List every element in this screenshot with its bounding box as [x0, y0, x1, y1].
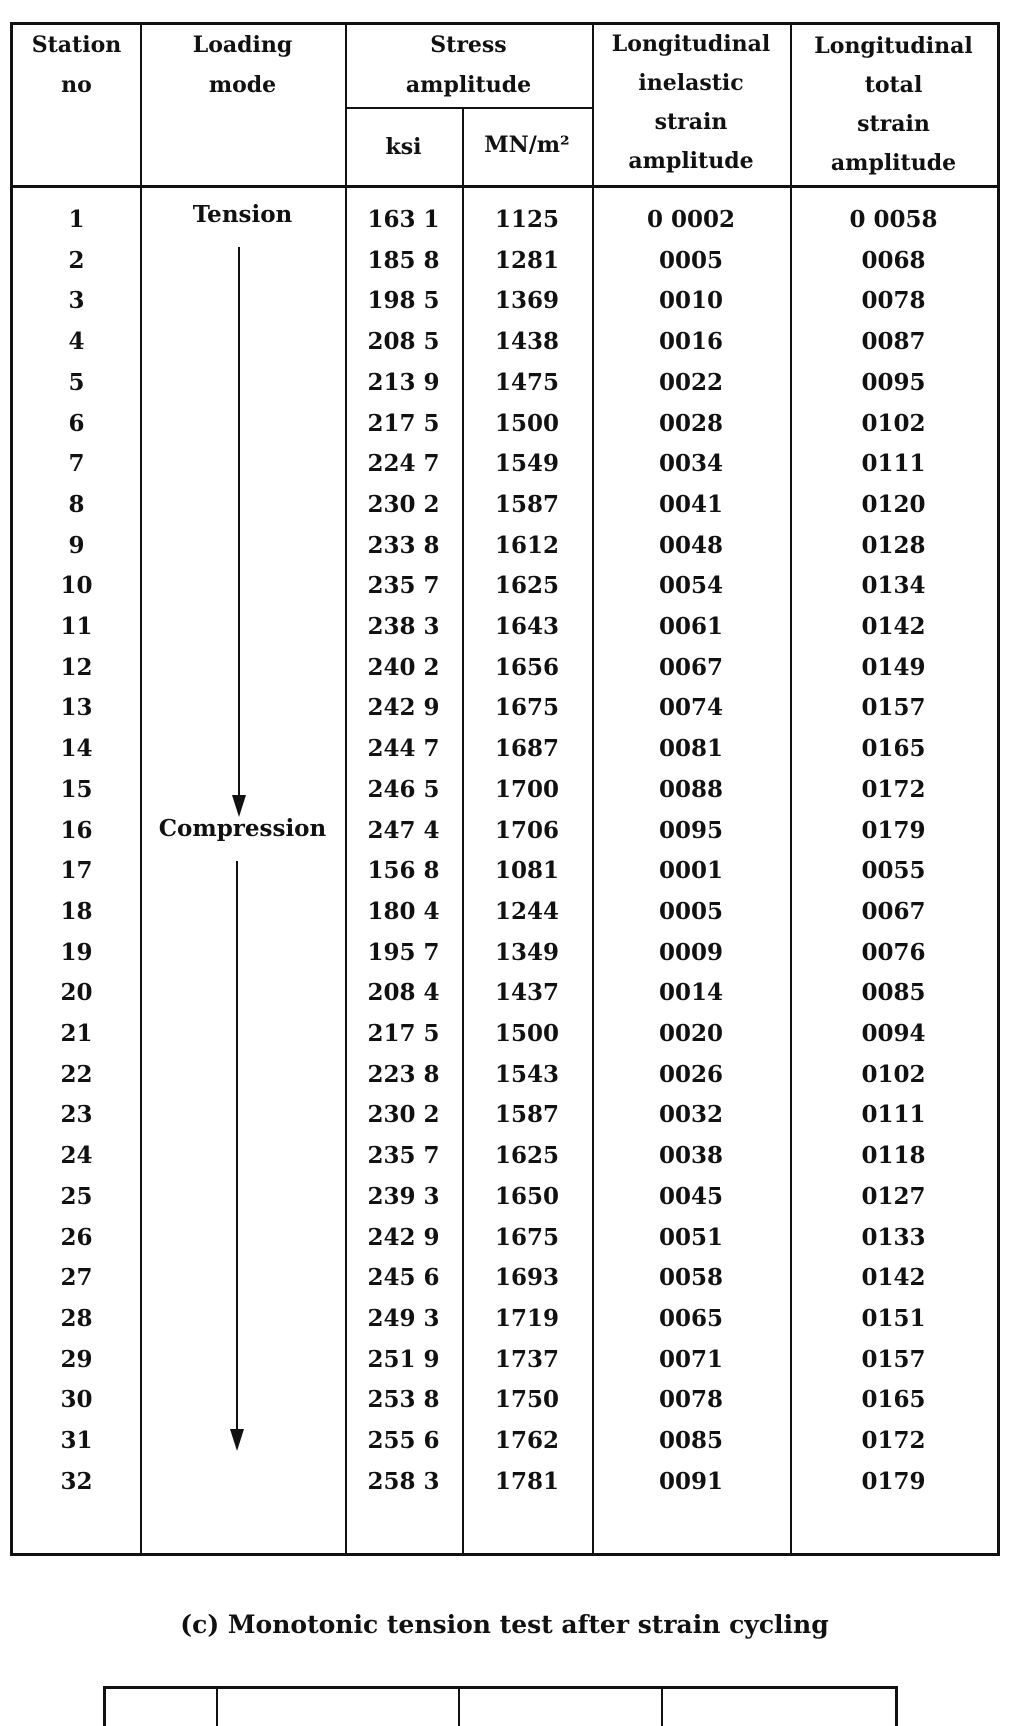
cell-mn: 1543 [494, 1060, 559, 1088]
cell-total: 0078 [861, 287, 926, 315]
cell-station: 18 [60, 897, 93, 925]
cell-mn: 1719 [494, 1304, 559, 1332]
cell-ksi: 156 8 [367, 857, 440, 885]
header-text: amplitude [830, 150, 957, 176]
cell-station: 17 [60, 857, 93, 885]
cell-inelastic: 0014 [658, 979, 723, 1007]
cell-total: 0157 [861, 1345, 926, 1373]
cell-total: 0151 [861, 1304, 926, 1332]
cell-mn: 1643 [494, 613, 559, 640]
cell-station: 16 [60, 816, 93, 844]
cell-inelastic: 0045 [658, 1182, 723, 1210]
cell-station: 13 [60, 694, 93, 722]
cell-station: 1 [68, 206, 85, 233]
cell-mn: 1675 [494, 694, 559, 722]
cell-total: 0172 [861, 775, 926, 803]
cell-station: 12 [60, 653, 93, 681]
cell-mn: 1781 [494, 1467, 559, 1495]
cell-mn: 1687 [494, 735, 559, 763]
cell-inelastic: 0005 [658, 897, 723, 925]
cell-station: 8 [68, 490, 85, 518]
header-mn-m2: MN/m² [484, 132, 570, 158]
cell-mn: 1475 [494, 368, 559, 396]
header-text: mode [208, 72, 277, 98]
cell-ksi: 251 9 [367, 1345, 440, 1373]
cell-ksi: 213 9 [367, 368, 440, 396]
cell-mn: 1750 [494, 1386, 559, 1414]
cell-ksi: 180 4 [367, 897, 440, 925]
header-text: Stress [430, 32, 507, 58]
cell-mn: 1500 [494, 1020, 559, 1047]
cell-total: 0102 [861, 1060, 926, 1088]
cell-inelastic: 0026 [658, 1060, 723, 1088]
cell-total: 0118 [861, 1142, 926, 1170]
cell-station: 31 [60, 1427, 93, 1454]
cell-inelastic: 0071 [658, 1345, 723, 1373]
cell-total: 0068 [861, 246, 926, 274]
cell-total: 0165 [861, 1386, 926, 1414]
cell-inelastic: 0074 [658, 694, 723, 722]
cell-ksi: 208 5 [367, 328, 440, 356]
header-text: Station [31, 32, 122, 58]
cell-total: 0179 [861, 1467, 926, 1495]
cell-ksi: 224 7 [367, 450, 440, 478]
cell-ksi: 253 8 [367, 1386, 440, 1414]
cell-inelastic: 0041 [658, 490, 723, 518]
cell-mn: 1549 [494, 450, 559, 478]
cell-total: 0120 [861, 490, 926, 518]
cell-station: 23 [60, 1101, 93, 1129]
cell-ksi: 235 7 [367, 572, 440, 600]
cell-station: 20 [60, 979, 93, 1007]
cell-inelastic: 0067 [658, 653, 723, 681]
cell-ksi: 247 4 [367, 816, 440, 844]
cell-total: 0133 [861, 1223, 926, 1251]
cell-mn: 1706 [494, 816, 559, 844]
cell-ksi: 240 2 [367, 653, 440, 681]
cell-mn: 1500 [494, 409, 559, 437]
cell-total: 0055 [861, 857, 926, 885]
cell-total: 0127 [861, 1182, 926, 1210]
cell-ksi: 217 5 [367, 409, 440, 437]
cell-ksi: 230 2 [367, 490, 440, 518]
cell-mn: 1081 [494, 857, 559, 885]
cell-ksi: 242 9 [367, 694, 440, 722]
cell-ksi: 258 3 [367, 1467, 440, 1495]
column-divider [140, 25, 142, 1553]
cell-station: 28 [60, 1304, 93, 1332]
cell-total: 0094 [861, 1020, 926, 1047]
cell-station: 5 [68, 368, 85, 396]
cell-mn: 1244 [494, 897, 559, 925]
header-loading-mode [140, 25, 345, 105]
cell-total: 0134 [861, 572, 926, 600]
cell-mn: 1437 [494, 979, 559, 1007]
cell-station: 19 [60, 938, 93, 966]
cell-station: 24 [60, 1142, 93, 1170]
header-text: no [61, 72, 92, 98]
cell-total: 0128 [861, 531, 926, 559]
cell-station: 14 [60, 735, 93, 763]
header-text: inelastic [638, 70, 744, 96]
cell-ksi: 235 7 [367, 1142, 440, 1170]
cell-total: 0111 [861, 450, 926, 478]
cell-station: 10 [60, 572, 93, 600]
header-station [13, 25, 140, 105]
cell-inelastic: 0085 [658, 1427, 723, 1454]
table-caption: (c) Monotonic tension test after strain cycling [180, 1610, 829, 1639]
cell-station: 11 [60, 613, 93, 640]
cell-station: 3 [68, 287, 85, 315]
cell-mn: 1675 [494, 1223, 559, 1251]
cell-station: 27 [60, 1264, 93, 1292]
cell-mn: 1369 [494, 287, 559, 315]
cell-mn: 1587 [494, 1101, 559, 1129]
cell-total: 0142 [861, 613, 926, 640]
cell-total: 0076 [861, 938, 926, 966]
cell-station: 9 [68, 531, 85, 559]
header-ksi: ksi [385, 134, 422, 160]
cell-inelastic: 0095 [658, 816, 723, 844]
cell-total: 0172 [861, 1427, 926, 1454]
cell-inelastic: 0081 [658, 735, 723, 763]
cell-inelastic: 0091 [658, 1467, 723, 1495]
subheader-divider [345, 107, 592, 109]
cell-inelastic: 0 0002 [646, 206, 736, 233]
cell-inelastic: 0032 [658, 1101, 723, 1129]
cell-total: 0157 [861, 694, 926, 722]
cell-mn: 1700 [494, 775, 559, 803]
cell-ksi: 195 7 [367, 938, 440, 966]
arrow-head-icon [232, 795, 246, 817]
cell-station: 7 [68, 450, 85, 478]
header-inelastic-strain [592, 25, 790, 181]
cell-ksi: 223 8 [367, 1060, 440, 1088]
cell-ksi: 249 3 [367, 1304, 440, 1332]
cell-total: 0142 [861, 1264, 926, 1292]
cell-total: 0111 [861, 1101, 926, 1129]
cell-inelastic: 0051 [658, 1223, 723, 1251]
cell-total: 0 0058 [849, 206, 938, 233]
cell-total: 0095 [861, 368, 926, 396]
header-text: amplitude [628, 148, 754, 174]
cell-station: 4 [68, 328, 85, 356]
cell-ksi: 246 5 [367, 775, 440, 803]
cell-ksi: 163 1 [367, 206, 440, 233]
cell-inelastic: 0010 [658, 287, 723, 315]
cell-ksi: 238 3 [367, 613, 440, 640]
arrow-head-icon [230, 1429, 244, 1451]
cell-inelastic: 0016 [658, 328, 723, 356]
cell-inelastic: 0065 [658, 1304, 723, 1332]
header-text: Longitudinal [814, 33, 973, 59]
second-table-partial [103, 1686, 898, 1726]
cell-station: 6 [68, 409, 85, 437]
cell-ksi: 217 5 [367, 1020, 440, 1047]
cell-mn: 1650 [494, 1182, 559, 1210]
cell-ksi: 230 2 [367, 1101, 440, 1129]
cell-inelastic: 0061 [658, 613, 723, 640]
cell-ksi: 208 4 [367, 979, 440, 1007]
cell-station: 21 [60, 1020, 93, 1047]
cell-total: 0165 [861, 735, 926, 763]
header-text: strain [857, 111, 930, 137]
cell-mn: 1693 [494, 1264, 559, 1292]
cell-total: 0149 [861, 653, 926, 681]
cell-mn: 1762 [494, 1427, 559, 1454]
cell-ksi: 233 8 [367, 531, 440, 559]
cell-inelastic: 0034 [658, 450, 723, 478]
cell-ksi: 255 6 [367, 1427, 440, 1454]
cell-ksi: 198 5 [367, 287, 440, 315]
cell-station: 15 [60, 775, 93, 803]
column-divider [216, 1689, 218, 1726]
cell-total: 0087 [861, 328, 926, 356]
cell-ksi: 245 6 [367, 1264, 440, 1292]
cell-mn: 1656 [494, 653, 559, 681]
cell-mn: 1349 [494, 938, 559, 966]
cell-station: 22 [60, 1060, 93, 1088]
cell-inelastic: 0020 [658, 1020, 723, 1047]
cell-ksi: 242 9 [367, 1223, 440, 1251]
cell-inelastic: 0009 [658, 938, 723, 966]
cell-ksi: 239 3 [367, 1182, 440, 1210]
cell-inelastic: 0022 [658, 368, 723, 396]
cell-station: 32 [60, 1467, 93, 1495]
cell-inelastic: 0078 [658, 1386, 723, 1414]
cell-ksi: 244 7 [367, 735, 440, 763]
header-stress-amplitude [345, 25, 592, 105]
mode-compression-label: Compression [158, 815, 327, 842]
cell-inelastic: 0088 [658, 775, 723, 803]
header-total-strain [790, 27, 997, 183]
strain-data-table [10, 22, 1000, 1556]
cell-total: 0102 [861, 409, 926, 437]
cell-inelastic: 0038 [658, 1142, 723, 1170]
cell-station: 25 [60, 1182, 93, 1210]
header-text: Loading [192, 32, 293, 58]
header-text: Longitudinal [611, 31, 771, 57]
cell-ksi: 185 8 [367, 246, 440, 274]
cell-mn: 1737 [494, 1345, 559, 1373]
tension-arrow-icon [238, 247, 240, 797]
mode-tension-label: Tension [192, 201, 293, 228]
cell-total: 0179 [861, 816, 926, 844]
cell-mn: 1125 [494, 206, 559, 233]
cell-station: 29 [60, 1345, 93, 1373]
cell-total: 0085 [861, 979, 926, 1007]
cell-total: 0067 [861, 897, 926, 925]
cell-inelastic: 0005 [658, 246, 723, 274]
cell-inelastic: 0048 [658, 531, 723, 559]
cell-inelastic: 0058 [658, 1264, 723, 1292]
cell-mn: 1612 [494, 531, 559, 559]
compression-arrow-icon [236, 861, 238, 1431]
cell-station: 26 [60, 1223, 93, 1251]
header-text: strain [654, 109, 728, 135]
column-divider [458, 1689, 460, 1726]
header-text: amplitude [405, 72, 532, 98]
cell-mn: 1281 [494, 246, 559, 274]
cell-inelastic: 0001 [658, 857, 723, 885]
cell-mn: 1438 [494, 328, 559, 356]
cell-mn: 1625 [494, 572, 559, 600]
cell-inelastic: 0054 [658, 572, 723, 600]
header-divider [13, 185, 997, 188]
cell-mn: 1587 [494, 490, 559, 518]
cell-station: 30 [60, 1386, 93, 1414]
column-divider [661, 1689, 663, 1726]
cell-station: 2 [68, 246, 85, 274]
cell-mn: 1625 [494, 1142, 559, 1170]
header-text: total [864, 72, 923, 98]
cell-inelastic: 0028 [658, 409, 723, 437]
